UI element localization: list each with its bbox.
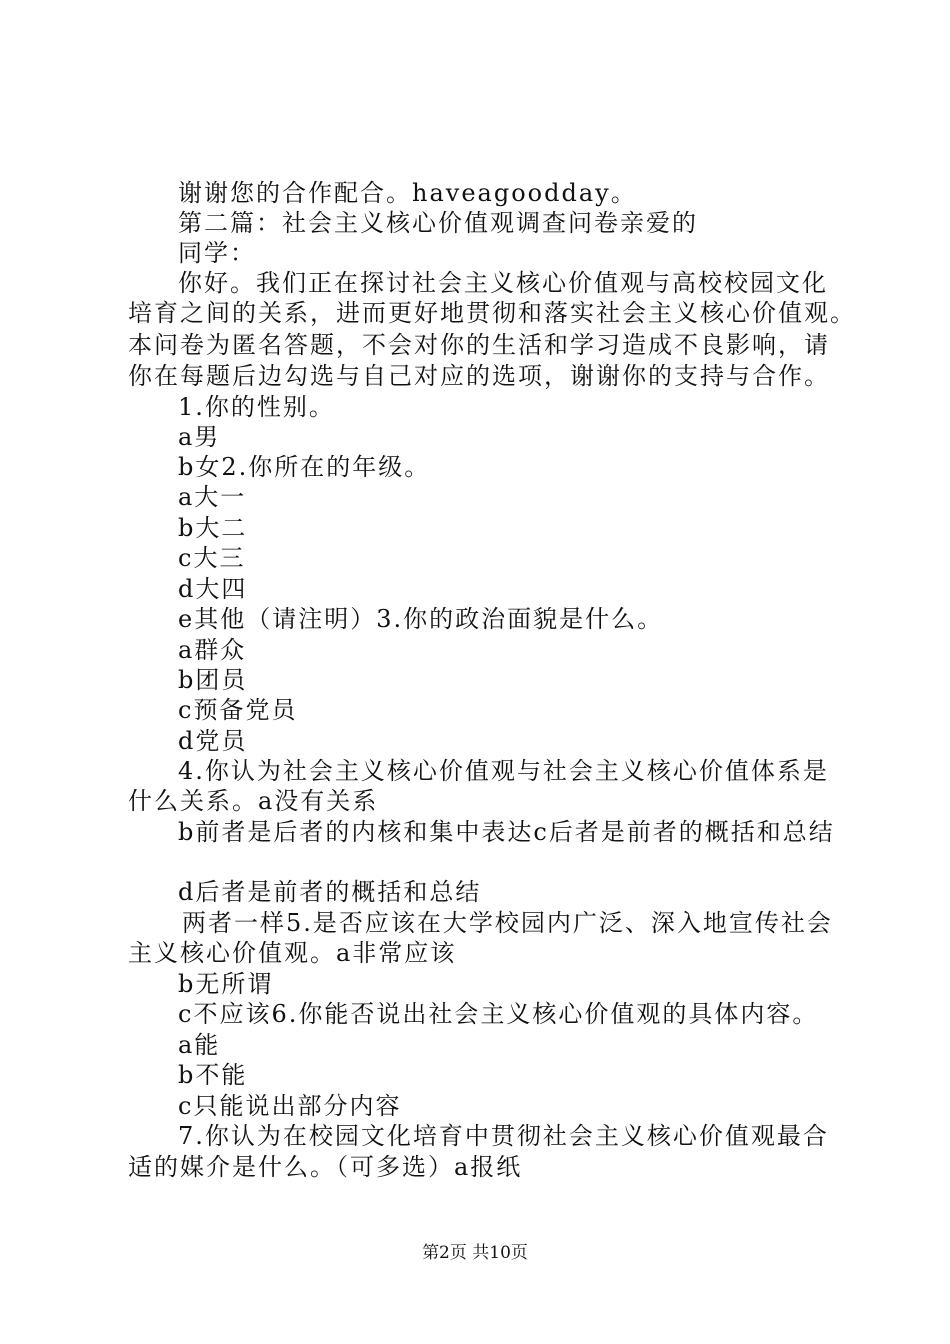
text-line: e其他（请注明）3.你的政治面貌是什么。 (178, 605, 664, 633)
text-line: 你在每题后边勾选与自己对应的选项，谢谢你的支持与合作。 (128, 362, 830, 390)
text-line: 适的媒介是什么。（可多选）a报纸 (128, 1153, 523, 1181)
text-line: b不能 (178, 1061, 248, 1089)
text-line: 7.你认为在校园文化培育中贯彻社会主义核心价值观最合 (178, 1122, 829, 1150)
text-line: d大四 (178, 575, 248, 603)
text-line: 本问卷为匿名答题，不会对你的生活和学习造成不良影响，请 (128, 331, 830, 359)
text-line: 你好。我们正在探讨社会主义核心价值观与高校校园文化 (178, 269, 828, 297)
text-line: c大三 (178, 544, 246, 572)
text-line: b大二 (178, 514, 248, 542)
text-line: 什么关系。a没有关系 (128, 787, 379, 815)
text-line: b女2.你所在的年级。 (178, 453, 431, 481)
text-line: 培育之间的关系，进而更好地贯彻和落实社会主义核心价值观。 (128, 299, 856, 327)
text-line: 谢谢您的合作配合。haveagoodday。 (178, 179, 637, 207)
text-line: c只能说出部分内容 (178, 1092, 402, 1120)
text-line: 两者一样5.是否应该在大学校园内广泛、深入地宣传社会 (182, 909, 833, 937)
page-number-footer: 第2页 共10页 (422, 1243, 528, 1263)
text-line: c预备党员 (178, 696, 298, 724)
text-line: b团员 (178, 666, 248, 694)
text-line: 第二篇：社会主义核心价值观调查问卷亲爱的 (178, 209, 698, 237)
text-line: a大一 (178, 483, 247, 511)
text-line: 4.你认为社会主义核心价值观与社会主义核心价值体系是 (178, 757, 829, 785)
text-line: d党员 (178, 727, 248, 755)
text-line: 同学： (178, 239, 256, 267)
text-line: a能 (178, 1031, 221, 1059)
text-line: 1.你的性别。 (178, 393, 335, 421)
text-line: b前者是后者的内核和集中表达c后者是前者的概括和总结 (178, 818, 835, 846)
text-line: d后者是前者的概括和总结 (178, 878, 482, 906)
text-line: a男 (178, 423, 221, 451)
text-line: b无所谓 (178, 970, 274, 998)
text-line: 主义核心价值观。a非常应该 (128, 939, 457, 967)
text-line: c不应该6.你能否说出社会主义核心价值观的具体内容。 (178, 1000, 819, 1028)
text-line: a群众 (178, 636, 247, 664)
